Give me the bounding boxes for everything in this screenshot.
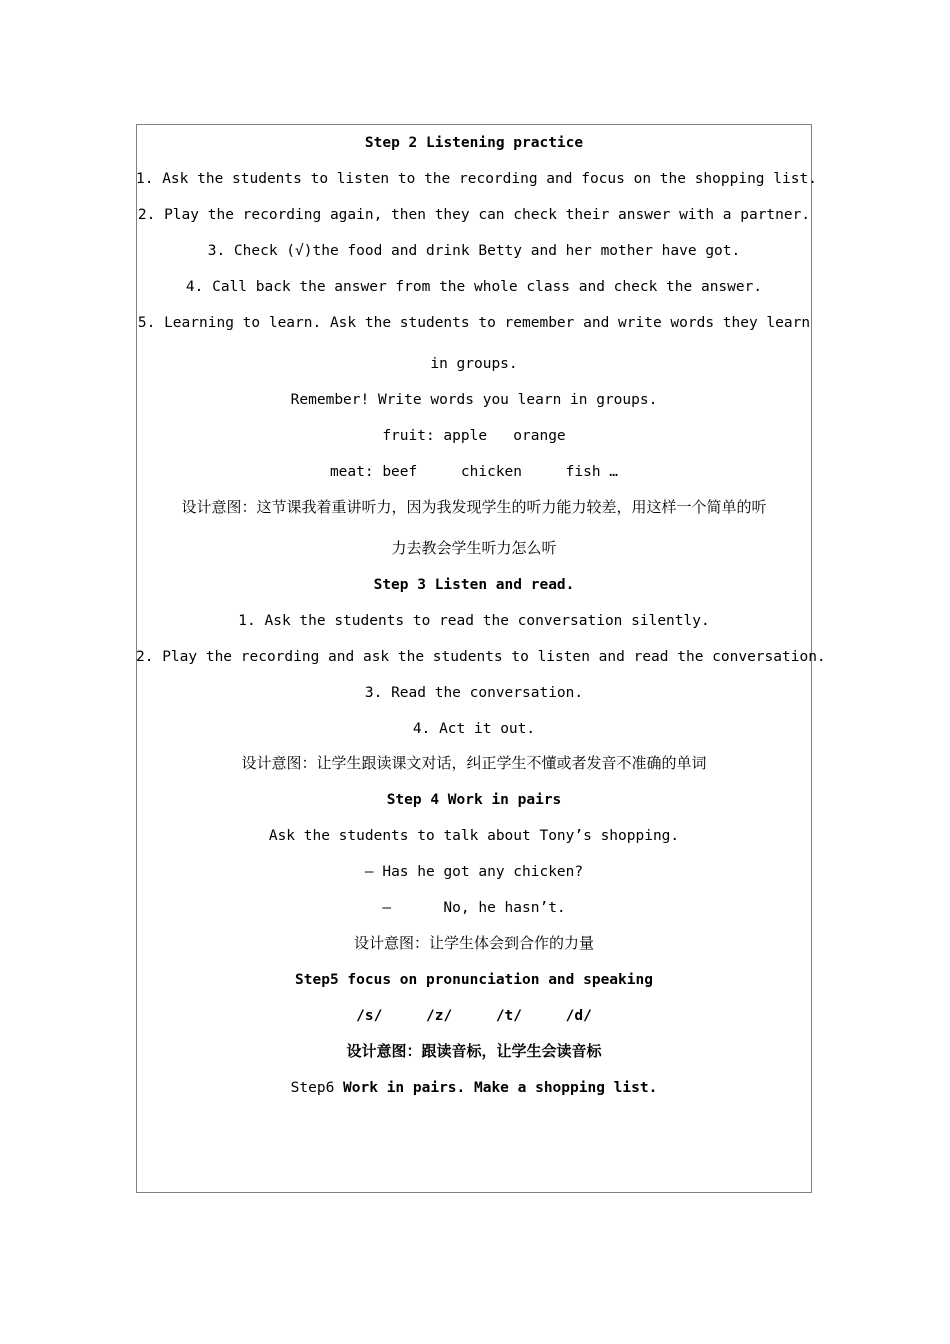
step2-item-1: 1. Ask the students to listen to the recording and focus on the shopping list.	[136, 171, 817, 187]
step2-heading: Step 2 Listening practice	[364, 135, 584, 151]
step4-question: — Has he got any chicken?	[364, 864, 584, 880]
step6-prefix: Step6	[290, 1080, 335, 1096]
step3-item-4: 4. Act it out.	[412, 721, 536, 737]
step2-design-line1: 设计意图：这节课我着重讲听力，因为我发现学生的听力能力较差，用这样一个简单的听	[181, 498, 767, 516]
step4-heading: Step 4 Work in pairs	[386, 792, 562, 808]
step2-item-5-line2: in groups.	[430, 356, 518, 372]
step4-design: 设计意图：让学生体会到合作的力量	[353, 934, 594, 952]
step3-item-2: 2. Play the recording and ask the students to listen and read the conversation.	[136, 649, 826, 665]
step2-item-4: 4. Call back the answer from the whole class and check the answer.	[185, 279, 763, 295]
step6-line	[136, 1078, 812, 1098]
step4-instruction: Ask the students to talk about Tony’s shopping.	[268, 828, 680, 844]
step5-sounds: /s/ /z/ /t/ /d/	[356, 1008, 592, 1024]
step3-item-1: 1. Ask the students to read the conversation silently.	[238, 613, 710, 629]
step2-item-2: 2. Play the recording again, then they can check their answer with a partner.	[137, 207, 811, 223]
step3-item-3: 3. Read the conversation.	[364, 685, 584, 701]
step6-title: Work in pairs. Make a shopping list.	[334, 1080, 658, 1096]
step3-design: 设计意图：让学生跟读课文对话，纠正学生不懂或者发音不准确的单词	[241, 754, 707, 772]
step4-answer: — No, he hasn’t.	[382, 900, 566, 916]
fruit-line: fruit: apple orange	[382, 428, 566, 444]
step3-heading: Step 3 Listen and read.	[373, 577, 575, 593]
remember-note: Remember! Write words you learn in groups.	[290, 392, 658, 408]
meat-line: meat: beef chicken fish …	[329, 464, 619, 480]
step5-design: 设计意图：跟读音标，让学生会读音标	[346, 1042, 602, 1060]
step2-item-3: 3. Check (√)the food and drink Betty and her mother have got.	[207, 243, 741, 259]
step2-item-5-line1: 5. Learning to learn. Ask the students to remember and write words they learn	[137, 315, 811, 331]
step5-heading: Step5 focus on pronunciation and speaking	[295, 972, 653, 988]
step2-design-line2: 力去教会学生听力怎么听	[391, 539, 557, 557]
